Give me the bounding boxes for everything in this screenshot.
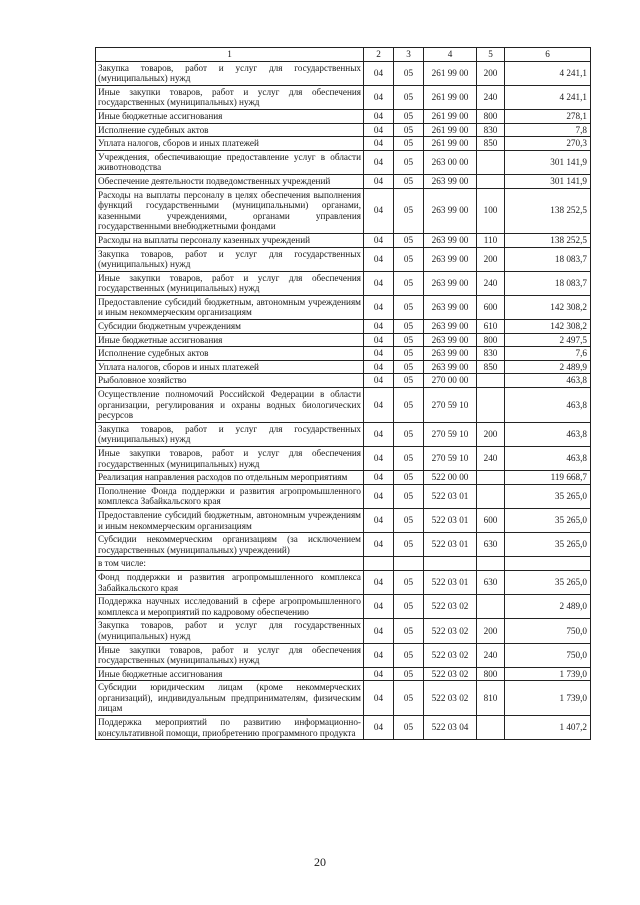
table-row bbox=[96, 188, 591, 233]
row-subsection: 05 bbox=[394, 570, 424, 594]
row-section: 04 bbox=[364, 422, 394, 446]
table-row bbox=[96, 471, 591, 485]
row-section: 04 bbox=[364, 123, 394, 137]
row-subsection bbox=[394, 557, 424, 571]
page-number: 20 bbox=[314, 855, 326, 869]
row-amount: 1 739,0 bbox=[505, 667, 591, 681]
table-row bbox=[96, 333, 591, 347]
row-name: Иные закупки товаров, работ и услуг для обеспечения государственных (муниципальных) нужд bbox=[96, 447, 364, 471]
row-amount: 750,0 bbox=[505, 643, 591, 667]
table-row bbox=[96, 320, 591, 334]
row-section: 04 bbox=[364, 570, 394, 594]
table-row bbox=[96, 595, 591, 619]
table-row bbox=[96, 233, 591, 247]
table-row bbox=[96, 247, 591, 271]
row-subsection: 05 bbox=[394, 716, 424, 740]
row-expense-type: 200 bbox=[477, 61, 505, 85]
row-section: 04 bbox=[364, 61, 394, 85]
row-amount: 138 252,5 bbox=[505, 188, 591, 233]
row-target-code: 263 00 00 bbox=[424, 150, 477, 174]
row-subsection: 05 bbox=[394, 388, 424, 423]
row-amount: 463,8 bbox=[505, 388, 591, 423]
row-expense-type bbox=[477, 595, 505, 619]
row-amount: 750,0 bbox=[505, 619, 591, 643]
row-name: Исполнение судебных актов bbox=[96, 123, 364, 137]
row-name: Расходы на выплаты персоналу в целях обеспечения выполнения функций государственными (муниципальными) органами, казенными учреждениями, органами управления государственными внебюджетными фондами bbox=[96, 188, 364, 233]
row-section: 04 bbox=[364, 188, 394, 233]
table-row bbox=[96, 484, 591, 508]
row-section: 04 bbox=[364, 447, 394, 471]
row-section: 04 bbox=[364, 271, 394, 295]
row-target-code: 522 00 00 bbox=[424, 471, 477, 485]
header-col-5: 5 bbox=[477, 48, 505, 62]
row-target-code: 263 99 00 bbox=[424, 271, 477, 295]
row-expense-type bbox=[477, 471, 505, 485]
row-name: Осуществление полномочий Российской Федерации в области организации, регулирования и охраны водных биологических ресурсов bbox=[96, 388, 364, 423]
row-section: 04 bbox=[364, 508, 394, 532]
table-row bbox=[96, 150, 591, 174]
row-amount: 18 083,7 bbox=[505, 271, 591, 295]
table-row bbox=[96, 570, 591, 594]
table-row bbox=[96, 374, 591, 388]
row-name: Иные закупки товаров, работ и услуг для обеспечения государственных (муниципальных) нужд bbox=[96, 85, 364, 109]
row-amount: 2 489,9 bbox=[505, 360, 591, 374]
row-expense-type: 240 bbox=[477, 643, 505, 667]
row-section: 04 bbox=[364, 247, 394, 271]
row-expense-type: 630 bbox=[477, 570, 505, 594]
row-amount: 2 489,0 bbox=[505, 595, 591, 619]
row-target-code: 522 03 01 bbox=[424, 484, 477, 508]
row-expense-type: 200 bbox=[477, 422, 505, 446]
row-section: 04 bbox=[364, 484, 394, 508]
row-name: Субсидии некоммерческим организациям (за исключением государственных (муниципальных) учреждений) bbox=[96, 533, 364, 557]
row-section: 04 bbox=[364, 85, 394, 109]
header-col-1: 1 bbox=[96, 48, 364, 62]
row-subsection: 05 bbox=[394, 447, 424, 471]
row-amount: 35 265,0 bbox=[505, 508, 591, 532]
row-subsection: 05 bbox=[394, 333, 424, 347]
row-target-code: 263 99 00 bbox=[424, 174, 477, 188]
row-section: 04 bbox=[364, 667, 394, 681]
row-subsection: 05 bbox=[394, 374, 424, 388]
row-target-code bbox=[424, 557, 477, 571]
row-section: 04 bbox=[364, 388, 394, 423]
table-row bbox=[96, 347, 591, 361]
table-header-row bbox=[96, 48, 591, 62]
table-row bbox=[96, 619, 591, 643]
row-amount: 142 308,2 bbox=[505, 295, 591, 319]
row-amount: 7,8 bbox=[505, 123, 591, 137]
row-name: Закупка товаров, работ и услуг для государственных (муниципальных) нужд bbox=[96, 619, 364, 643]
row-subsection: 05 bbox=[394, 533, 424, 557]
row-target-code: 263 99 00 bbox=[424, 360, 477, 374]
table-row bbox=[96, 137, 591, 151]
header-col-3: 3 bbox=[394, 48, 424, 62]
row-name: Предоставление субсидий бюджетным, автономным учреждениям и иным некоммерческим организациям bbox=[96, 508, 364, 532]
row-subsection: 05 bbox=[394, 150, 424, 174]
table-row bbox=[96, 643, 591, 667]
row-expense-type: 110 bbox=[477, 233, 505, 247]
row-target-code: 261 99 00 bbox=[424, 123, 477, 137]
table-row bbox=[96, 557, 591, 571]
row-name: Исполнение судебных актов bbox=[96, 347, 364, 361]
table-row bbox=[96, 360, 591, 374]
table-row bbox=[96, 123, 591, 137]
row-subsection: 05 bbox=[394, 295, 424, 319]
row-expense-type bbox=[477, 150, 505, 174]
row-name: Фонд поддержки и развития агропромышленного комплекса Забайкальского края bbox=[96, 570, 364, 594]
table-row bbox=[96, 422, 591, 446]
row-expense-type: 600 bbox=[477, 295, 505, 319]
row-expense-type: 800 bbox=[477, 667, 505, 681]
row-target-code: 270 59 10 bbox=[424, 447, 477, 471]
row-target-code: 263 99 00 bbox=[424, 333, 477, 347]
row-target-code: 261 99 00 bbox=[424, 137, 477, 151]
row-expense-type: 810 bbox=[477, 681, 505, 716]
row-name: Учреждения, обеспечивающие предоставление услуг в области животноводства bbox=[96, 150, 364, 174]
row-section bbox=[364, 557, 394, 571]
row-amount: 35 265,0 bbox=[505, 570, 591, 594]
row-expense-type bbox=[477, 716, 505, 740]
row-expense-type: 100 bbox=[477, 188, 505, 233]
table-row bbox=[96, 61, 591, 85]
row-amount: 463,8 bbox=[505, 374, 591, 388]
header-col-2: 2 bbox=[364, 48, 394, 62]
table-row bbox=[96, 447, 591, 471]
row-amount: 35 265,0 bbox=[505, 533, 591, 557]
row-subsection: 05 bbox=[394, 471, 424, 485]
row-subsection: 05 bbox=[394, 619, 424, 643]
table-row bbox=[96, 716, 591, 740]
row-section: 04 bbox=[364, 716, 394, 740]
row-subsection: 05 bbox=[394, 667, 424, 681]
row-name: Субсидии юридическим лицам (кроме некоммерческих организаций), индивидуальным предпринимателям, физическим лицам bbox=[96, 681, 364, 716]
row-name: Субсидии бюджетным учреждениям bbox=[96, 320, 364, 334]
row-section: 04 bbox=[364, 360, 394, 374]
row-expense-type bbox=[477, 388, 505, 423]
row-subsection: 05 bbox=[394, 484, 424, 508]
table-row bbox=[96, 174, 591, 188]
row-subsection: 05 bbox=[394, 61, 424, 85]
row-section: 04 bbox=[364, 533, 394, 557]
row-expense-type: 240 bbox=[477, 447, 505, 471]
row-amount: 301 141,9 bbox=[505, 150, 591, 174]
row-section: 04 bbox=[364, 333, 394, 347]
row-name: Реализация направления расходов по отдельным мероприятиям bbox=[96, 471, 364, 485]
row-subsection: 05 bbox=[394, 123, 424, 137]
row-expense-type: 600 bbox=[477, 508, 505, 532]
row-subsection: 05 bbox=[394, 508, 424, 532]
row-expense-type bbox=[477, 484, 505, 508]
row-name: Закупка товаров, работ и услуг для государственных (муниципальных) нужд bbox=[96, 61, 364, 85]
row-target-code: 270 00 00 bbox=[424, 374, 477, 388]
table-row bbox=[96, 667, 591, 681]
row-section: 04 bbox=[364, 595, 394, 619]
row-name: Расходы на выплаты персоналу казенных учреждений bbox=[96, 233, 364, 247]
table-row bbox=[96, 681, 591, 716]
row-subsection: 05 bbox=[394, 85, 424, 109]
row-target-code: 261 99 00 bbox=[424, 109, 477, 123]
row-subsection: 05 bbox=[394, 320, 424, 334]
row-section: 04 bbox=[364, 347, 394, 361]
row-expense-type: 850 bbox=[477, 137, 505, 151]
row-amount: 142 308,2 bbox=[505, 320, 591, 334]
row-expense-type: 830 bbox=[477, 347, 505, 361]
budget-table bbox=[95, 47, 591, 740]
table-row bbox=[96, 295, 591, 319]
row-section: 04 bbox=[364, 681, 394, 716]
row-amount: 4 241,1 bbox=[505, 85, 591, 109]
row-target-code: 522 03 02 bbox=[424, 643, 477, 667]
row-target-code: 261 99 00 bbox=[424, 85, 477, 109]
row-target-code: 522 03 01 bbox=[424, 533, 477, 557]
budget-page bbox=[95, 47, 590, 740]
row-expense-type bbox=[477, 374, 505, 388]
row-expense-type bbox=[477, 174, 505, 188]
row-expense-type: 800 bbox=[477, 333, 505, 347]
row-target-code: 522 03 01 bbox=[424, 570, 477, 594]
row-target-code: 263 99 00 bbox=[424, 347, 477, 361]
row-name: Закупка товаров, работ и услуг для государственных (муниципальных) нужд bbox=[96, 247, 364, 271]
table-row bbox=[96, 85, 591, 109]
row-name: в том числе: bbox=[96, 557, 364, 571]
row-subsection: 05 bbox=[394, 681, 424, 716]
row-amount: 4 241,1 bbox=[505, 61, 591, 85]
row-subsection: 05 bbox=[394, 360, 424, 374]
row-subsection: 05 bbox=[394, 109, 424, 123]
row-amount: 301 141,9 bbox=[505, 174, 591, 188]
row-name: Иные бюджетные ассигнования bbox=[96, 333, 364, 347]
row-target-code: 270 59 10 bbox=[424, 422, 477, 446]
row-name: Иные закупки товаров, работ и услуг для обеспечения государственных (муниципальных) нужд bbox=[96, 271, 364, 295]
row-subsection: 05 bbox=[394, 643, 424, 667]
row-section: 04 bbox=[364, 619, 394, 643]
row-expense-type: 610 bbox=[477, 320, 505, 334]
row-subsection: 05 bbox=[394, 233, 424, 247]
row-expense-type: 240 bbox=[477, 271, 505, 295]
row-expense-type: 800 bbox=[477, 109, 505, 123]
row-target-code: 263 99 00 bbox=[424, 188, 477, 233]
row-name: Поддержка мероприятий по развитию информационно-консультативной помощи, приобретению программного продукта bbox=[96, 716, 364, 740]
header-col-4: 4 bbox=[424, 48, 477, 62]
row-amount: 278,1 bbox=[505, 109, 591, 123]
row-target-code: 522 03 04 bbox=[424, 716, 477, 740]
row-name: Иные бюджетные ассигнования bbox=[96, 109, 364, 123]
row-target-code: 263 99 00 bbox=[424, 295, 477, 319]
row-amount: 119 668,7 bbox=[505, 471, 591, 485]
row-expense-type bbox=[477, 557, 505, 571]
row-amount: 35 265,0 bbox=[505, 484, 591, 508]
table-row bbox=[96, 508, 591, 532]
row-name: Закупка товаров, работ и услуг для государственных (муниципальных) нужд bbox=[96, 422, 364, 446]
row-expense-type: 830 bbox=[477, 123, 505, 137]
row-name: Уплата налогов, сборов и иных платежей bbox=[96, 137, 364, 151]
row-subsection: 05 bbox=[394, 188, 424, 233]
row-target-code: 522 03 02 bbox=[424, 595, 477, 619]
row-target-code: 263 99 00 bbox=[424, 247, 477, 271]
row-target-code: 263 99 00 bbox=[424, 320, 477, 334]
row-target-code: 522 03 02 bbox=[424, 619, 477, 643]
row-name: Иные закупки товаров, работ и услуг для обеспечения государственных (муниципальных) нужд bbox=[96, 643, 364, 667]
row-expense-type: 240 bbox=[477, 85, 505, 109]
row-subsection: 05 bbox=[394, 247, 424, 271]
row-amount: 18 083,7 bbox=[505, 247, 591, 271]
row-name: Предоставление субсидий бюджетным, автономным учреждениям и иным некоммерческим организациям bbox=[96, 295, 364, 319]
row-section: 04 bbox=[364, 374, 394, 388]
row-target-code: 263 99 00 bbox=[424, 233, 477, 247]
row-subsection: 05 bbox=[394, 174, 424, 188]
row-section: 04 bbox=[364, 150, 394, 174]
row-name: Обеспечение деятельности подведомственных учреждений bbox=[96, 174, 364, 188]
row-section: 04 bbox=[364, 137, 394, 151]
row-name: Поддержка научных исследований в сфере агропромышленного комплекса и мероприятий по кадровому обеспечению bbox=[96, 595, 364, 619]
row-amount: 138 252,5 bbox=[505, 233, 591, 247]
row-name: Уплата налогов, сборов и иных платежей bbox=[96, 360, 364, 374]
row-section: 04 bbox=[364, 174, 394, 188]
row-target-code: 261 99 00 bbox=[424, 61, 477, 85]
table-row bbox=[96, 109, 591, 123]
row-subsection: 05 bbox=[394, 347, 424, 361]
row-section: 04 bbox=[364, 233, 394, 247]
row-subsection: 05 bbox=[394, 137, 424, 151]
row-expense-type: 630 bbox=[477, 533, 505, 557]
row-target-code: 522 03 02 bbox=[424, 681, 477, 716]
row-target-code: 522 03 01 bbox=[424, 508, 477, 532]
row-amount bbox=[505, 557, 591, 571]
table-row bbox=[96, 388, 591, 423]
row-name: Иные бюджетные ассигнования bbox=[96, 667, 364, 681]
row-subsection: 05 bbox=[394, 595, 424, 619]
row-name: Пополнение Фонда поддержки и развития агропромышленного комплекса Забайкальского края bbox=[96, 484, 364, 508]
row-amount: 463,8 bbox=[505, 447, 591, 471]
row-subsection: 05 bbox=[394, 271, 424, 295]
row-amount: 7,6 bbox=[505, 347, 591, 361]
row-amount: 270,3 bbox=[505, 137, 591, 151]
row-amount: 1 739,0 bbox=[505, 681, 591, 716]
row-subsection: 05 bbox=[394, 422, 424, 446]
table-row bbox=[96, 533, 591, 557]
row-expense-type: 200 bbox=[477, 247, 505, 271]
row-section: 04 bbox=[364, 320, 394, 334]
row-section: 04 bbox=[364, 295, 394, 319]
row-section: 04 bbox=[364, 643, 394, 667]
row-expense-type: 850 bbox=[477, 360, 505, 374]
table-body bbox=[96, 61, 591, 740]
row-section: 04 bbox=[364, 471, 394, 485]
row-name: Рыболовное хозяйство bbox=[96, 374, 364, 388]
header-col-6: 6 bbox=[505, 48, 591, 62]
row-target-code: 522 03 02 bbox=[424, 667, 477, 681]
row-section: 04 bbox=[364, 109, 394, 123]
row-expense-type: 200 bbox=[477, 619, 505, 643]
table-row bbox=[96, 271, 591, 295]
row-amount: 1 407,2 bbox=[505, 716, 591, 740]
row-amount: 463,8 bbox=[505, 422, 591, 446]
row-target-code: 270 59 10 bbox=[424, 388, 477, 423]
row-amount: 2 497,5 bbox=[505, 333, 591, 347]
